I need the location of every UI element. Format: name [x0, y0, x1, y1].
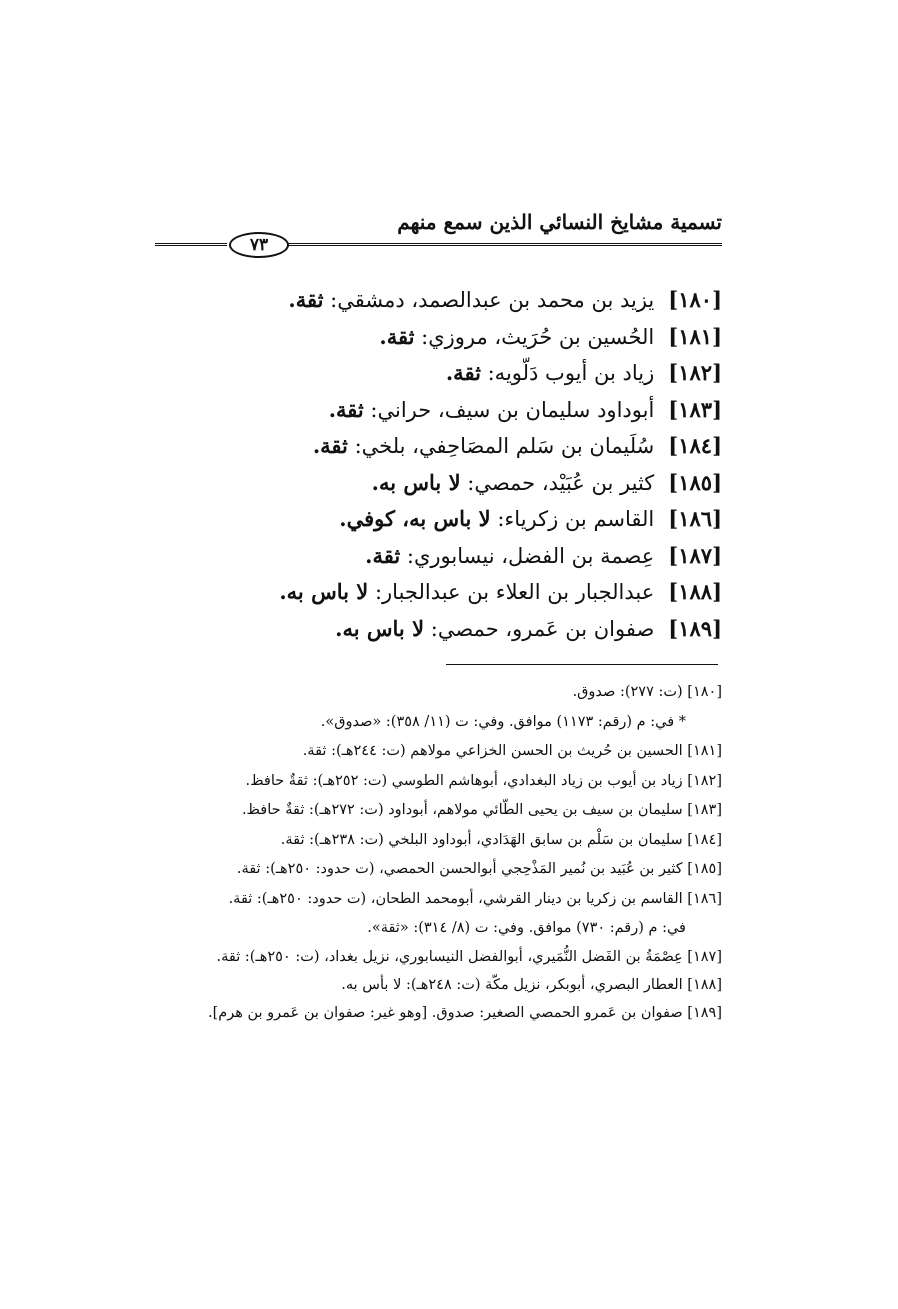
entry-189: [202, 612, 722, 649]
entry-number: [١٨٨]: [668, 579, 722, 604]
entry-text: أبوداود سليمان بن سيف، حراني:: [370, 397, 655, 422]
entry-text: كثير بن عُبَيْد، حمصي:: [467, 470, 655, 495]
entry-186: [202, 502, 722, 539]
entry-text: القاسم بن زكرياء:: [497, 507, 655, 531]
entry-grade: لا باس به.: [335, 615, 425, 641]
entry-number: [١٨٩]: [668, 615, 722, 641]
entry-182: [202, 356, 722, 393]
entry-188: [202, 575, 722, 612]
entry-text: زياد بن أيوب دَلّويه:: [487, 361, 655, 385]
entry-number: [١٨٦]: [668, 506, 722, 531]
entry-number: [١٨١]: [668, 323, 722, 349]
entry-number: [١٨٥]: [668, 469, 722, 495]
entry-text: عِصمة بن الفضل، نيسابوري:: [406, 543, 655, 568]
entries-list: [202, 283, 722, 648]
entry-grade: ثقة.: [379, 323, 415, 349]
entry-181: [202, 320, 722, 357]
footnotes: [132, 678, 722, 1027]
entry-text: يزيد بن محمد بن عبدالصمد، دمشقي:: [330, 288, 655, 312]
entry-183: [202, 393, 722, 430]
entry-grade: ثقة.: [445, 360, 481, 385]
entry-184: [202, 429, 722, 466]
footnote-186-comparison: في: م (رقم: ٧٣٠) موافق. وفي: ت (٨/ ٣١٤): «ثقة».: [367, 920, 686, 936]
footnote-184: [١٨٤] سليمان بن سَلْم بن سابق الهَدَادي، أبوداود البلخي (ت: ٢٣٨هـ): ثقة.: [280, 831, 722, 848]
entry-number: [١٨٧]: [668, 542, 722, 568]
entry-grade: لا باس به.: [371, 469, 461, 495]
footnote-187: [١٨٧] عِصْمَةُ بن الفَضل النُّمَيري، أبوالفضل النيسابوري، نزيل بغداد، (ت: ٢٥٠هـ): ثقة.: [216, 948, 722, 965]
entry-187: [202, 539, 722, 576]
entry-number: [١٨٣]: [668, 396, 722, 422]
entry-text: صفوان بن عَمرو، حمصي:: [430, 616, 655, 641]
entry-grade: ثقة.: [312, 433, 348, 458]
footnotes-divider: [446, 664, 718, 665]
footnote-181: [١٨١] الحسين بن حُريث بن الحسن الخزاعي مولاهم (ت: ٢٤٤هـ): ثقة.: [302, 743, 722, 759]
running-title: تسمية مشايخ النسائي الذين سمع منهم: [397, 210, 722, 234]
entry-180: [202, 283, 722, 320]
footnote-182: [١٨٢] زياد بن أيوب بن زياد البغدادي، أبوهاشم الطوسي (ت: ٢٥٢هـ): ثقةٌ حافظ.: [245, 772, 722, 789]
entry-grade: ثقة.: [288, 287, 324, 312]
entry-grade: ثقة.: [328, 396, 364, 422]
entry-grade: لا باس به، كوفي.: [339, 506, 491, 531]
rule-left: [155, 243, 227, 246]
header-rule: [155, 232, 722, 256]
footnote-180: [١٨٠] (ت: ٢٧٧): صدوق.: [572, 684, 722, 700]
footnote-183: [١٨٣] سليمان بن سيف بن يحيى الطّائي مولاهم، أبوداود (ت: ٢٧٢هـ): ثقةٌ حافظ.: [241, 802, 722, 818]
entry-number: [١٨٢]: [668, 360, 722, 385]
entry-text: عبدالجبار بن العلاء بن عبدالجبار:: [374, 580, 655, 604]
footnote-188: [١٨٨] العطار البصري، أبوبكر، نزيل مكّة (ت: ٢٤٨هـ): لا بأس به.: [341, 976, 722, 993]
footnote-189: [١٨٩] صفوان بن عَمرو الحمصي الصغير: صدوق. [وهو غير: صفوان بن عَمرو بن هرم].: [208, 1005, 722, 1021]
footnote-185: [١٨٥] كثير بن عُبَيد بن نُمير المَذْحِجي أبوالحسن الحمصي، (ت حدود: ٢٥٠هـ): ثقة.: [236, 861, 722, 877]
footnote-180-comparison: * في: م (رقم: ١١٧٣) موافق. وفي: ت (١١/ ٣٥٨): «صدوق».: [320, 713, 686, 730]
entry-text: الحُسين بن حُرَيث، مروزي:: [421, 324, 655, 349]
entry-number: [١٨٤]: [668, 433, 722, 458]
entry-grade: لا باس به.: [279, 579, 369, 604]
rule-right: [287, 243, 722, 246]
entry-185: [202, 466, 722, 503]
entry-grade: ثقة.: [365, 542, 401, 568]
footnote-186: [١٨٦] القاسم بن زكريا بن دينار القرشي، أبومحمد الطحان، (ت حدود: ٢٥٠هـ): ثقة.: [228, 890, 722, 907]
entry-text: سُلَيمان بن سَلم المصَاحِفي، بلخي:: [354, 434, 655, 458]
entry-number: [١٨٠]: [668, 287, 722, 312]
page-number: ٧٣: [229, 232, 289, 258]
